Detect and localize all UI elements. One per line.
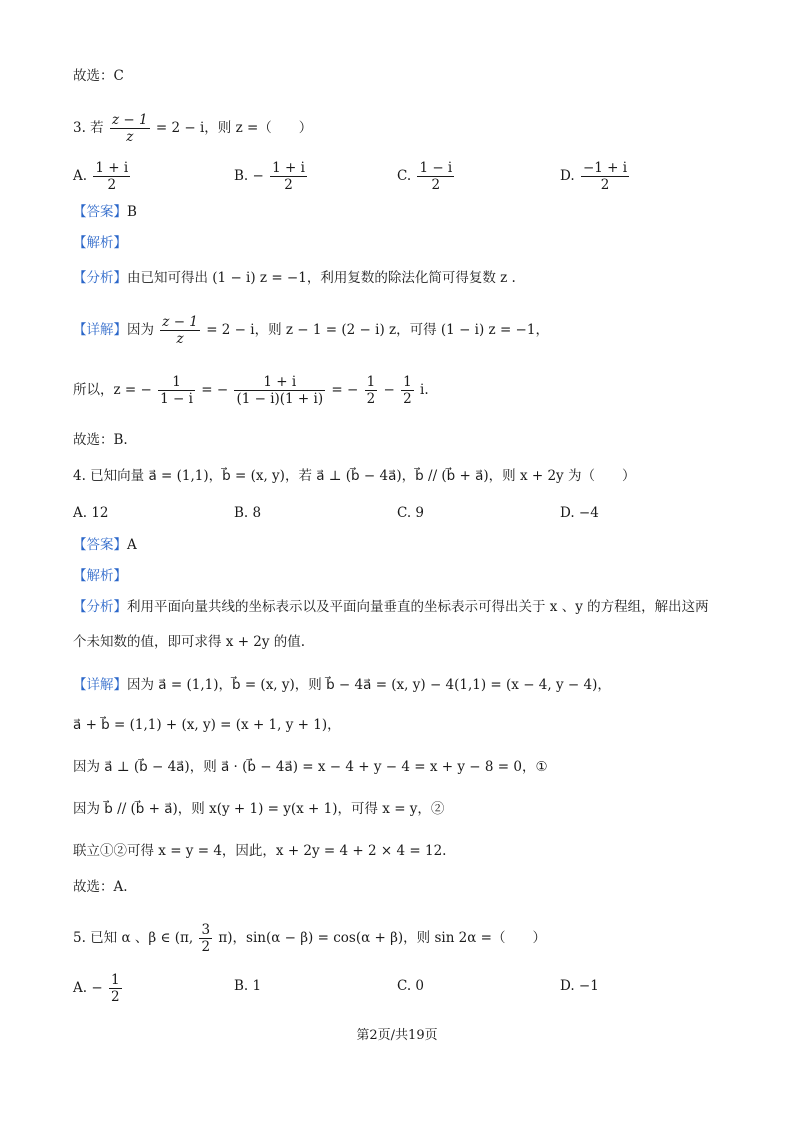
fraction-denominator: 2 [201,939,211,955]
fraction [160,314,200,347]
fraction-numerator: 1 + i [95,160,129,176]
math-line: 联立①②可得 x = y = 4，因此，x + 2y = 4 + 2 × 4 = 12. [73,843,447,859]
minus-sign: − [252,168,264,184]
fenxi-line [73,597,709,617]
jiexi-tag: 【解析】 [73,568,127,584]
fraction-numerator: 1 − i [419,160,453,176]
option-label: D. [560,168,575,184]
fraction-numerator: 1 + i [234,374,325,391]
fraction [365,374,378,407]
q5-option-b: B. 1 [234,978,262,994]
xiangjie-text: = 2 − i，则 z − 1 = (2 − i) z，可得 (1 − i) z = −1， [206,322,549,338]
fraction-denominator: 2 [110,989,120,1005]
q3-option-c [397,160,456,193]
jiexi-tag: 【解析】 [73,235,127,251]
suoyi-text: − [383,382,395,398]
fraction [109,972,122,1005]
fenxi-text: 利用平面向量共线的坐标表示以及平面向量垂直的坐标表示可得出关于 x 、y 的方程组，解出这两 [127,599,709,615]
suoyi-line [73,374,429,407]
fraction-numerator: −1 + i [582,160,628,176]
option-label: A. − [73,980,103,996]
answer-tag: 【答案】 [73,537,127,553]
fraction-numerator: z − 1 [111,112,148,128]
q4-option-b: B. 8 [234,505,262,521]
q4-option-c: C. 9 [397,505,425,521]
fraction-denominator: 2 [366,391,376,407]
option-label: B. [234,168,249,184]
fraction [401,374,414,407]
fraction-denominator: 2 [431,177,441,193]
answer-tag: 【答案】 [73,204,127,220]
q3-option-b [234,160,309,193]
option-label: A. [73,168,88,184]
fenxi-line-2: 个未知数的值，即可求得 x + 2y 的值. [73,634,306,650]
fraction-numerator: 1 [110,972,120,988]
fenxi-text: 由已知可得出 (1 − i) z = −1，利用复数的除法化简可得复数 z . [127,270,516,286]
q5-option-d: D. −1 [560,978,599,994]
answer-line [73,202,137,222]
suoyi-text: 所以，z = − [73,382,152,398]
xiangjie-tag: 【详解】 [73,322,127,338]
answer-line [73,535,137,555]
fraction-numerator: 1 + i [272,160,305,176]
math-line: 因为 a⃗ ⊥ (b⃗ − 4a⃗)，则 a⃗ · (b⃗ − 4a⃗) = x − 4 + y − 4 = x + y − 8 = 0，① [73,759,548,775]
xiangjie-tag: 【详解】 [73,677,127,693]
fraction-denominator: 2 [403,391,412,407]
text-line: 故选：A. [73,879,128,895]
fraction-numerator: z − 1 [162,314,198,330]
fraction [234,374,325,407]
q3-option-d [560,160,631,193]
fraction [270,160,307,193]
question-3 [73,112,312,145]
answer-value: B [127,204,137,220]
fraction [417,160,454,193]
fraction-denominator: 2 [107,177,117,193]
answer-value: A [127,537,137,553]
fraction-numerator: 3 [201,922,211,938]
fraction-denominator: (1 − i)(1 + i) [236,391,324,407]
fenxi-tag: 【分析】 [73,270,127,286]
q3-suffix: = 2 − i，则 z =（ ） [155,120,313,136]
q4-option-d: D. −4 [560,505,599,521]
math-line: 因为 b⃗ // (b⃗ + a⃗)，则 x(y + 1) = y(x + 1)，可得 x = y，② [73,801,445,817]
option-label: C. [397,168,412,184]
fraction-denominator: z [176,331,184,347]
xiangjie-text: 因为 [127,322,154,338]
fraction-denominator: 1 − i [160,391,193,407]
fraction [199,922,212,955]
text-line: 故选：C [73,68,124,84]
q5-option-a [73,972,124,1005]
q4-option-a: A. 12 [73,505,109,521]
math-line: a⃗ + b⃗ = (1,1) + (x, y) = (x + 1, y + 1)， [73,717,341,733]
q5-option-c: C. 0 [397,978,425,994]
q3-option-a [73,160,132,193]
suoyi-text: i. [420,382,429,398]
q5-text: 5. 已知 α 、β ∈ (π, [73,930,194,946]
fraction-numerator: 1 [158,374,195,391]
fraction-denominator: 2 [600,177,610,193]
fraction [581,160,629,193]
xiangjie-text: 因为 a⃗ = (1,1)，b⃗ = (x, y)，则 b⃗ − 4a⃗ = (x, y) − 4(1,1) = (x − 4, y − 4)， [127,677,611,693]
fraction-denominator: z [126,129,134,145]
fraction [158,374,195,407]
fraction-denominator: 2 [284,177,293,193]
q5-text: π)，sin(α − β) = cos(α + β)，则 sin 2α =（ ） [218,930,546,946]
question-5 [73,922,546,955]
page-footer: 第2页/共19页 [356,1028,438,1043]
fraction-numerator: 1 [403,374,412,390]
fraction-numerator: 1 [366,374,376,390]
xiangjie-line [73,675,611,695]
suoyi-text: = − [331,382,359,398]
question-4: 4. 已知向量 a⃗ = (1,1)，b⃗ = (x, y)，若 a⃗ ⊥ (b⃗ − 4a⃗)，b⃗ // (b⃗ + a⃗)，则 x + 2y 为（ ） [73,468,636,484]
xiangjie-line [73,314,549,347]
fraction [110,112,150,145]
fraction [93,160,130,193]
suoyi-text: = − [201,382,229,398]
fenxi-tag: 【分析】 [73,599,127,615]
fenxi-line [73,268,516,288]
q3-prefix: 3. 若 [73,120,104,136]
text-line: 故选：B. [73,432,128,448]
